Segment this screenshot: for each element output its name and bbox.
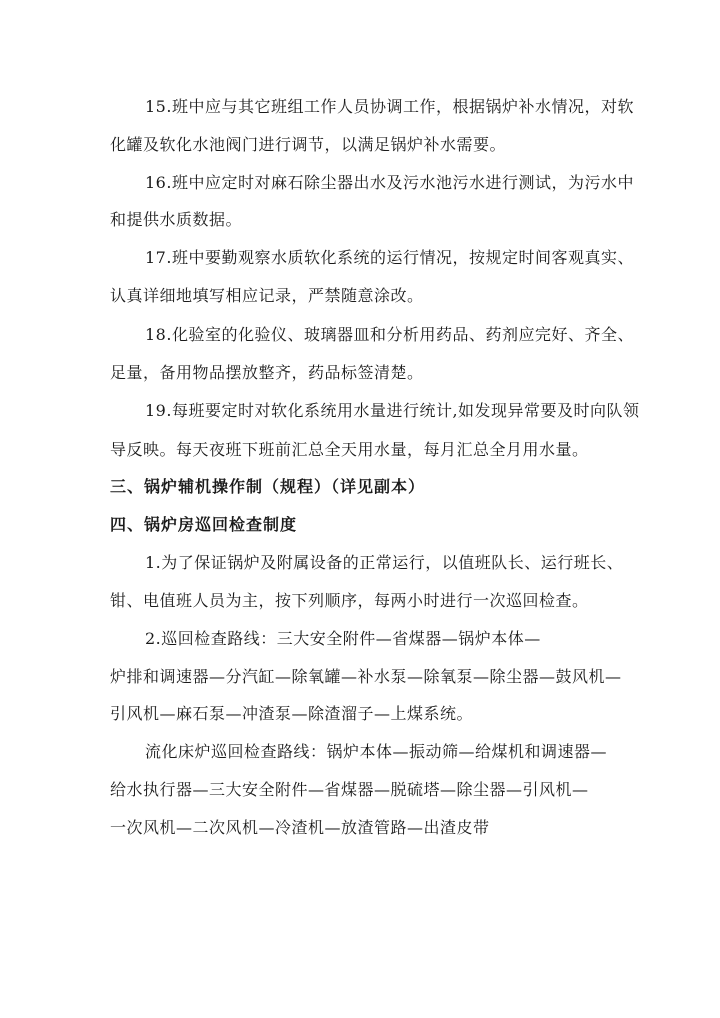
text-line-4: 和提供水质数据。 (110, 210, 243, 229)
section-heading-3: 三、锅炉辅机操作制（规程）（详见副本） (110, 477, 426, 496)
text-line-15: 2.巡回检查路线：三大安全附件—省煤器—锅炉本体— (145, 629, 541, 648)
text-line-5: 17.班中要勤观察水质软化系统的运行情况，按规定时间客观真实、 (145, 248, 634, 267)
text-line-20: 一次风机—二次风机—冷渣机—放渣管路—出渣皮带 (110, 818, 490, 837)
text-line-6: 认真详细地填写相应记录，严禁随意涂改。 (110, 286, 424, 305)
text-line-13: 1.为了保证锅炉及附属设备的正常运行，以值班队长、运行班长、 (145, 553, 624, 572)
text-line-7: 18.化验室的化验仪、玻璃器皿和分析用药品、药剂应完好、齐全、 (145, 325, 634, 344)
text-line-2: 化罐及软化水池阀门进行调节，以满足锅炉补水需要。 (110, 135, 507, 154)
text-line-9: 19.每班要定时对软化系统用水量进行统计,如发现异常要及时向队领 (145, 401, 640, 420)
text-line-16: 炉排和调速器—分汽缸—除氧罐—补水泵—除氧泵—除尘器—鼓风机— (110, 667, 622, 686)
text-line-8: 足量，备用物品摆放整齐，药品标签清楚。 (110, 363, 424, 382)
text-line-17: 引风机—麻石泵—冲渣泵—除渣溜子—上煤系统。 (110, 704, 474, 723)
text-line-19: 给水执行器—三大安全附件—省煤器—脱硫塔—除尘器—引风机— (110, 780, 589, 799)
section-heading-4: 四、锅炉房巡回检查制度 (110, 515, 298, 534)
text-line-14: 钳、电值班人员为主，按下列顺序，每两小时进行一次巡回检查。 (110, 591, 589, 610)
text-line-1: 15.班中应与其它班组工作人员协调工作，根据锅炉补水情况，对软 (145, 97, 634, 116)
text-line-3: 16.班中应定时对麻石除尘器出水及污水池污水进行测试，为污水中 (145, 173, 634, 192)
text-line-18: 流化床炉巡回检查路线：锅炉本体—振动筛—给煤机和调速器— (145, 742, 608, 761)
text-line-10: 导反映。每天夜班下班前汇总全天用水量，每月汇总全月用水量。 (110, 440, 589, 459)
